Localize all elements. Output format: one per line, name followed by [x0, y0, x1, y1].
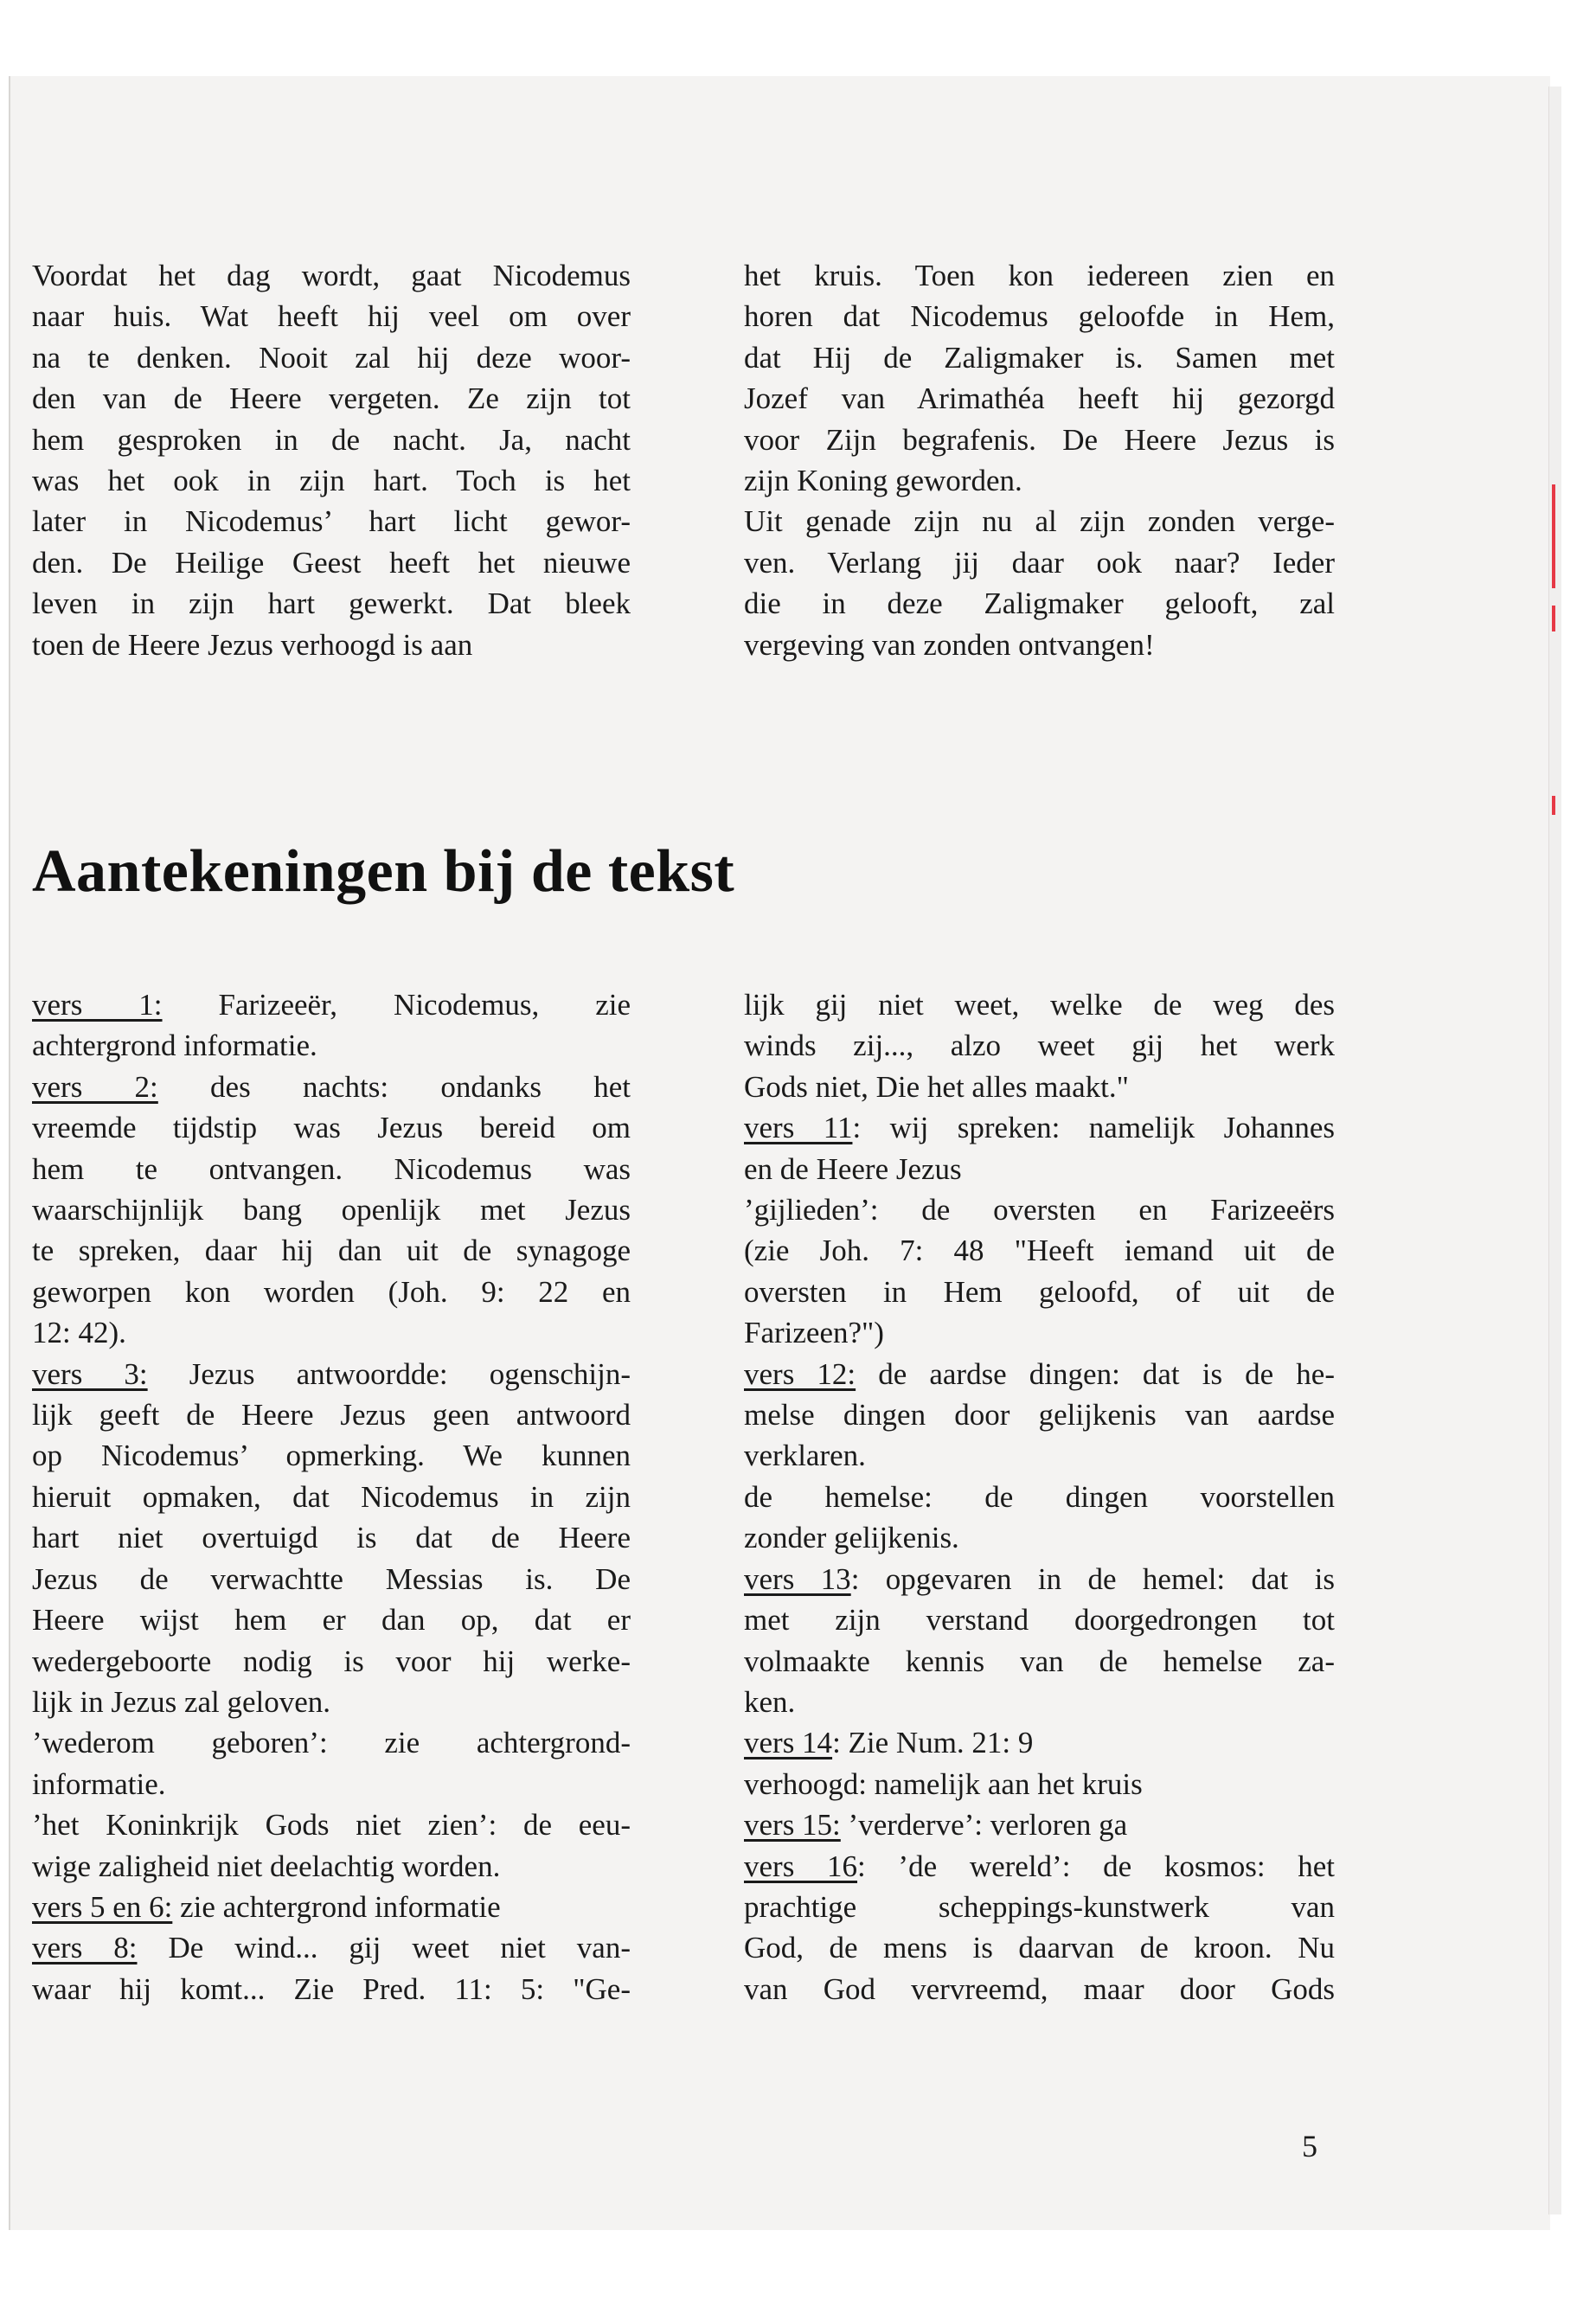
- section-heading: Aantekeningen bij de tekst: [32, 838, 735, 905]
- note-line: [744, 1969, 1335, 2009]
- verse-reference: vers 5 en 6:: [32, 1889, 173, 1924]
- note-line: [744, 1477, 1335, 1517]
- note-line: [744, 1107, 1335, 1148]
- note-line: [744, 1025, 1335, 1066]
- note-text: lijk gij niet weet, welke de weg des: [744, 988, 1335, 1022]
- note-text: waar hij komt... Zie Pred. 11: 5: "Ge-: [32, 1971, 631, 2006]
- verse-reference: vers 2:: [32, 1069, 158, 1104]
- note-text: De wind... gij weet niet van-: [137, 1931, 631, 1965]
- note-text: Jezus antwoordde: ogenschijn-: [147, 1356, 631, 1391]
- verse-reference: vers 11: [744, 1111, 853, 1145]
- text-line: hem gesproken in de nacht. Ja, nacht: [32, 422, 631, 457]
- note-line: [744, 1149, 1335, 1189]
- text-line: leven in zijn hart gewerkt. Dat bleek: [32, 586, 631, 621]
- note-line: [32, 1846, 631, 1887]
- text-line: Uit genade zijn nu al zijn zonden verge-: [744, 504, 1335, 539]
- note-text: : wij spreken: namelijk Johannes: [852, 1111, 1335, 1145]
- note-text: 12: 42).: [32, 1316, 126, 1350]
- note-line: [744, 1722, 1335, 1763]
- note-text: ’het Koninkrijk Gods niet zien’: de eeu-: [32, 1808, 631, 1843]
- note-line: [32, 1354, 631, 1394]
- note-line: [32, 1764, 631, 1804]
- note-text: zonder gelijkenis.: [744, 1521, 959, 1555]
- note-text: hieruit opmaken, dat Nicodemus in zijn: [32, 1479, 631, 1514]
- verse-reference: vers 1:: [32, 988, 163, 1022]
- note-text: Farizeeër, Nicodemus, zie: [162, 988, 631, 1022]
- note-line: [744, 1517, 1335, 1558]
- note-text: hem te ontvangen. Nicodemus was: [32, 1151, 631, 1186]
- note-text: ’wederom geboren’: zie achtergrond-: [32, 1726, 631, 1760]
- note-line: [32, 1927, 631, 1968]
- note-text: ’verderve’: verloren ga: [840, 1808, 1128, 1843]
- note-line: [744, 1682, 1335, 1722]
- note-text: lijk geeft de Heere Jezus geen antwoord: [32, 1398, 631, 1433]
- text-line: vergeving van zonden ontvangen!: [744, 627, 1155, 662]
- text-line: ven. Verlang jij daar ook naar? Ieder: [744, 545, 1335, 580]
- note-text: en de Heere Jezus: [744, 1151, 962, 1186]
- note-line: [32, 1435, 631, 1476]
- verse-reference: vers 12:: [744, 1356, 856, 1391]
- note-text: wige zaligheid niet deelachtig worden.: [32, 1849, 501, 1883]
- text-line: den. De Heilige Geest heeft het nieuwe: [32, 545, 631, 580]
- note-text: melse dingen door gelijkenis van aardse: [744, 1398, 1335, 1433]
- text-line: naar huis. Wat heeft hij veel om over: [32, 299, 631, 334]
- note-text: vreemde tijdstip was Jezus bereid om: [32, 1111, 631, 1145]
- verse-reference: vers 3:: [32, 1356, 148, 1391]
- text-line: toen de Heere Jezus verhoogd is aan: [32, 627, 473, 662]
- note-text: verklaren.: [744, 1439, 866, 1473]
- note-line: [32, 984, 631, 1025]
- note-text: prachtige scheppings-kunstwerk van: [744, 1889, 1335, 1924]
- note-text: achtergrond informatie.: [32, 1029, 317, 1063]
- note-line: [32, 1189, 631, 1230]
- note-text: ken.: [744, 1684, 796, 1719]
- note-line: [744, 1354, 1335, 1394]
- note-line: [744, 1804, 1335, 1845]
- note-text: zie achtergrond informatie: [172, 1889, 501, 1924]
- note-text: lijk in Jezus zal geloven.: [32, 1684, 331, 1719]
- text-line: na te denken. Nooit zal hij deze woor-: [32, 340, 631, 375]
- verse-reference: vers 8:: [32, 1931, 138, 1965]
- text-line: voor Zijn begrafenis. De Heere Jezus is: [744, 422, 1335, 457]
- note-line: [744, 1927, 1335, 1968]
- note-text: informatie.: [32, 1766, 166, 1801]
- text-line: dat Hij de Zaligmaker is. Samen met: [744, 340, 1335, 375]
- text-line: den van de Heere vergeten. Ze zijn tot: [32, 381, 631, 416]
- edge-red-mark: [1552, 606, 1555, 631]
- edge-red-mark: [1552, 484, 1555, 588]
- page-number: 5: [1302, 2129, 1317, 2163]
- note-text: : Zie Num. 21: 9: [832, 1726, 1034, 1760]
- text-line: horen dat Nicodemus geloofde in Hem,: [744, 299, 1335, 334]
- note-text: Heere wijst hem er dan op, dat er: [32, 1603, 631, 1638]
- note-line: [744, 1846, 1335, 1887]
- note-line: [32, 1477, 631, 1517]
- note-line: [744, 1887, 1335, 1927]
- note-line: [32, 1559, 631, 1599]
- notes-right-column: [744, 984, 1335, 2009]
- note-text: winds zij..., alzo weet gij het werk: [744, 1029, 1335, 1063]
- text-line: Voordat het dag wordt, gaat Nicodemus: [32, 259, 631, 292]
- note-line: [744, 984, 1335, 1025]
- note-line: [32, 1887, 631, 1927]
- note-line: [32, 1025, 631, 1066]
- note-line: [32, 1969, 631, 2009]
- note-line: [32, 1107, 631, 1148]
- note-text: Farizeen?"): [744, 1316, 884, 1350]
- note-text: : opgevaren in de hemel: dat is: [850, 1561, 1335, 1596]
- note-line: [32, 1149, 631, 1189]
- note-line: [744, 1394, 1335, 1435]
- note-line: [744, 1641, 1335, 1682]
- note-text: waarschijnlijk bang openlijk met Jezus: [32, 1193, 631, 1227]
- note-line: [32, 1230, 631, 1271]
- note-line: [32, 1599, 631, 1640]
- note-line: [744, 1599, 1335, 1640]
- note-text: verhoogd: namelijk aan het kruis: [744, 1766, 1143, 1801]
- text-line: die in deze Zaligmaker gelooft, zal: [744, 586, 1335, 621]
- note-text: Jezus de verwachtte Messias is. De: [32, 1561, 631, 1596]
- note-text: te spreken, daar hij dan uit de synagoge: [32, 1234, 631, 1268]
- text-line: Jozef van Arimathéa heeft hij gezorgd: [744, 381, 1335, 416]
- edge-red-mark: [1552, 796, 1555, 815]
- intro-right-column: [744, 255, 1335, 665]
- note-line: [32, 1394, 631, 1435]
- note-line: [744, 1312, 1335, 1353]
- note-line: [32, 1682, 631, 1722]
- note-text: wedergeboorte nodig is voor hij werke-: [32, 1644, 631, 1678]
- note-line: [744, 1435, 1335, 1476]
- note-text: op Nicodemus’ opmerking. We kunnen: [32, 1439, 631, 1473]
- note-text: de hemelse: de dingen voorstellen: [744, 1479, 1335, 1514]
- verse-reference: vers 15:: [744, 1808, 841, 1843]
- note-text: volmaakte kennis van de hemelse za-: [744, 1644, 1335, 1678]
- note-text: des nachts: ondanks het: [157, 1069, 631, 1104]
- note-line: [744, 1272, 1335, 1312]
- text-line: later in Nicodemus’ hart licht gewor-: [32, 504, 631, 539]
- note-line: [32, 1641, 631, 1682]
- note-text: (zie Joh. 7: 48 "Heeft iemand uit de: [744, 1234, 1335, 1268]
- note-line: [32, 1272, 631, 1312]
- note-text: met zijn verstand doorgedrongen tot: [744, 1603, 1335, 1638]
- notes-left-column: [32, 984, 631, 2009]
- note-text: oversten in Hem geloofd, of uit de: [744, 1274, 1335, 1309]
- note-text: hart niet overtuigd is dat de Heere: [32, 1521, 631, 1555]
- intro-left-column: [32, 255, 631, 665]
- verse-reference: vers 13: [744, 1561, 851, 1596]
- note-line: [744, 1230, 1335, 1271]
- note-text: geworpen kon worden (Joh. 9: 22 en: [32, 1274, 631, 1309]
- note-line: [744, 1764, 1335, 1804]
- note-text: ’gijlieden’: de oversten en Farizeeërs: [744, 1193, 1335, 1227]
- note-text: God, de mens is daarvan de kroon. Nu: [744, 1931, 1335, 1965]
- text-line: zijn Koning geworden.: [744, 464, 1022, 498]
- text-line: het kruis. Toen kon iedereen zien en: [744, 259, 1335, 292]
- note-line: [32, 1312, 631, 1353]
- note-text: Gods niet, Die het alles maakt.": [744, 1069, 1129, 1104]
- verse-reference: vers 16: [744, 1849, 858, 1883]
- note-text: : ’de wereld’: de kosmos: het: [857, 1849, 1335, 1883]
- note-line: [744, 1189, 1335, 1230]
- verse-reference: vers 14: [744, 1726, 833, 1760]
- note-text: van God vervreemd, maar door Gods: [744, 1971, 1335, 2006]
- page-edge: [1548, 87, 1561, 2214]
- text-line: was het ook in zijn hart. Toch is het: [32, 464, 631, 498]
- note-text: de aardse dingen: dat is de he-: [856, 1356, 1335, 1391]
- note-line: [32, 1067, 631, 1107]
- note-line: [744, 1067, 1335, 1107]
- note-line: [32, 1517, 631, 1558]
- note-line: [744, 1559, 1335, 1599]
- note-line: [32, 1722, 631, 1763]
- note-line: [32, 1804, 631, 1845]
